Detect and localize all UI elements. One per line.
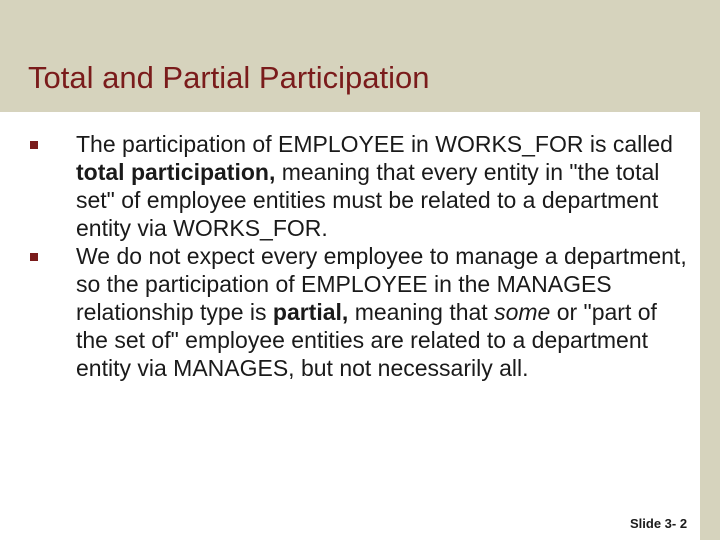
bold-term-partial: partial, (272, 299, 349, 325)
slide-number: Slide 3- 2 (630, 516, 688, 531)
bullet-text-segment: meaning that every entity in "the total set" of employee entities must be related to a department entity via WORKS_FOR. (76, 159, 660, 241)
right-accent-bar (700, 112, 720, 540)
bullet-text-total-participation (76, 130, 694, 242)
bullet-list (28, 130, 694, 382)
bullet-text-segment: meaning that (348, 299, 495, 325)
bullet-item-partial-participation (28, 242, 694, 382)
bullet-text-segment: We do not expect every employee to manage a department, so the participation of EMPLOYEE in the MANAGES relationship type is (76, 243, 687, 325)
bullet-text-partial-participation (76, 242, 694, 382)
bullet-item-total-participation (28, 130, 694, 242)
bullet-text-segment: or "part of the set of" employee entities are related to a department entity via MANAGES, but not necessarily all. (76, 299, 657, 381)
square-bullet-icon (28, 242, 76, 270)
italic-word-some: some (494, 299, 551, 325)
bold-term-total-participation: total participation, (76, 159, 276, 185)
slide-title: Total and Partial Participation (28, 60, 430, 95)
square-bullet-icon (28, 130, 76, 158)
bullet-text-segment: The participation of EMPLOYEE in WORKS_FOR is called (76, 131, 673, 157)
